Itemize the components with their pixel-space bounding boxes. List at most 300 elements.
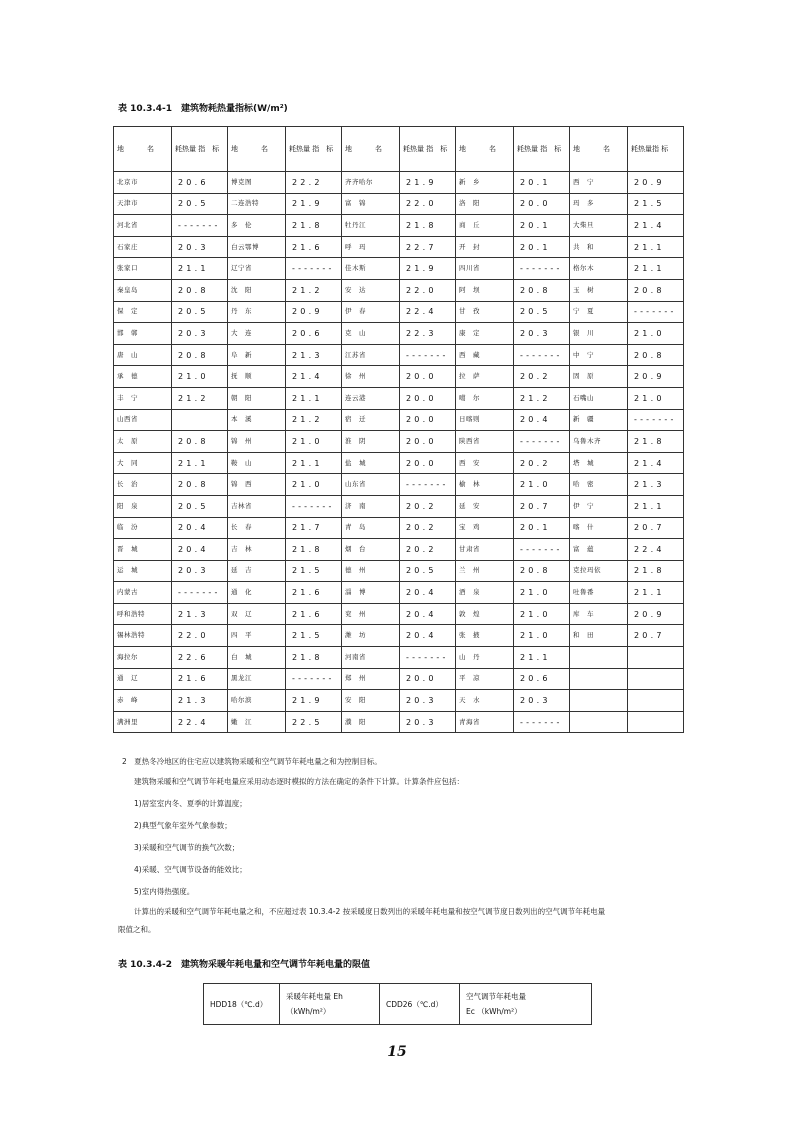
place-name-cell: 承 德	[114, 366, 172, 388]
place-name-cell: 通 辽	[114, 668, 172, 690]
place-name-cell: 黑龙江	[228, 668, 286, 690]
heat-index-cell	[628, 711, 684, 733]
heat-index-table	[113, 126, 684, 733]
heat-index-cell: 20.3	[172, 236, 228, 258]
cooling-energy-unit: Ec （kWh/m²）	[466, 1007, 522, 1016]
table-row	[114, 517, 684, 539]
heat-index-cell: 21.4	[628, 452, 684, 474]
place-name-cell: 淄 博	[342, 582, 400, 604]
place-name-cell: 唐 山	[114, 344, 172, 366]
place-name-cell: 四 平	[228, 625, 286, 647]
place-name-cell: 朝 阳	[228, 387, 286, 409]
place-name-cell: 拉 萨	[456, 366, 514, 388]
heat-index-cell: -------	[514, 431, 570, 453]
heat-index-cell: 20.0	[400, 366, 456, 388]
table-row	[114, 193, 684, 215]
list-item-5: 5)室内得热强度。	[134, 887, 195, 896]
heat-index-cell: 20.5	[400, 560, 456, 582]
heat-index-cell	[628, 647, 684, 669]
place-name-cell: 丹 东	[228, 301, 286, 323]
heat-index-cell: 20.3	[172, 560, 228, 582]
place-name-cell: 河南省	[342, 647, 400, 669]
place-name-cell: 江苏省	[342, 344, 400, 366]
table2-header-row	[204, 984, 592, 1025]
heat-index-cell: 20.4	[400, 582, 456, 604]
place-name-cell: 德 州	[342, 560, 400, 582]
table-row	[114, 495, 684, 517]
table-row	[114, 279, 684, 301]
table-row	[114, 258, 684, 280]
heat-index-cell: 22.4	[628, 539, 684, 561]
heat-index-cell: 20.1	[514, 172, 570, 194]
table-row	[114, 625, 684, 647]
place-name-cell: 牡丹江	[342, 215, 400, 237]
header-place: 地 名	[228, 127, 286, 172]
table-row	[114, 452, 684, 474]
hdd18-header: HDD18（℃.d）	[204, 984, 280, 1025]
paragraph-2: 建筑物采暖和空气调节年耗电量应采用动态逐时模拟的方法在确定的条件下计算。计算条件应包括：	[134, 777, 464, 786]
heat-index-cell: 21.7	[286, 517, 342, 539]
heat-index-cell: 21.2	[172, 387, 228, 409]
place-name-cell: 格尔木	[570, 258, 628, 280]
heat-index-cell: 21.1	[286, 452, 342, 474]
heat-index-cell: 21.4	[286, 366, 342, 388]
heat-index-cell: 20.8	[628, 279, 684, 301]
place-name-cell: 宁 夏	[570, 301, 628, 323]
heat-index-cell: 20.1	[514, 517, 570, 539]
place-name-cell: 中 宁	[570, 344, 628, 366]
heat-index-cell: 20.3	[400, 711, 456, 733]
heat-index-cell: 21.8	[628, 431, 684, 453]
table-row	[114, 711, 684, 733]
heat-index-cell: 22.4	[172, 711, 228, 733]
heat-index-cell: -------	[400, 344, 456, 366]
heat-index-cell: 20.6	[286, 323, 342, 345]
heat-index-cell: 22.2	[286, 172, 342, 194]
place-name-cell: 洛 阳	[456, 193, 514, 215]
place-name-cell: 宝 鸡	[456, 517, 514, 539]
heat-index-cell: 22.6	[172, 647, 228, 669]
place-name-cell: 山西省	[114, 409, 172, 431]
table-body	[114, 172, 684, 733]
place-name-cell: 玛 多	[570, 193, 628, 215]
place-name-cell: 乌鲁木齐	[570, 431, 628, 453]
heat-index-cell: 20.9	[286, 301, 342, 323]
place-name-cell: 康 定	[456, 323, 514, 345]
header-value: 耗热量 指 标	[172, 127, 228, 172]
heat-index-cell: 20.5	[172, 301, 228, 323]
place-name-cell: 富 蕴	[570, 539, 628, 561]
header-value: 耗热量 指 标	[286, 127, 342, 172]
place-name-cell: 盐 城	[342, 452, 400, 474]
place-name-cell: 新 乡	[456, 172, 514, 194]
heat-index-cell: 20.1	[514, 236, 570, 258]
heat-index-cell: 21.8	[400, 215, 456, 237]
place-name-cell: 商 丘	[456, 215, 514, 237]
place-name-cell: 长 治	[114, 474, 172, 496]
heat-index-cell: 21.2	[286, 409, 342, 431]
cdd26-header: CDD26（℃.d）	[380, 984, 460, 1025]
heat-index-cell: 21.5	[286, 560, 342, 582]
list-item-3: 3)采暖和空气调节的换气次数；	[134, 843, 240, 852]
heat-index-cell: 21.8	[628, 560, 684, 582]
heat-index-cell: 22.0	[400, 279, 456, 301]
heat-index-cell: 20.2	[400, 539, 456, 561]
place-name-cell: 西 安	[456, 452, 514, 474]
heat-index-cell: 20.3	[172, 323, 228, 345]
place-name-cell: 榆 林	[456, 474, 514, 496]
place-name-cell: 佳木斯	[342, 258, 400, 280]
place-name-cell: 新 疆	[570, 409, 628, 431]
heat-index-cell: 20.2	[514, 452, 570, 474]
heat-index-cell: 21.0	[628, 323, 684, 345]
place-name-cell: 张家口	[114, 258, 172, 280]
header-place: 地 名	[114, 127, 172, 172]
place-name-cell: 满洲里	[114, 711, 172, 733]
heat-index-cell: 21.9	[400, 172, 456, 194]
heat-index-cell: 21.1	[628, 582, 684, 604]
heat-index-cell: 21.3	[172, 603, 228, 625]
heat-index-cell: 20.3	[514, 690, 570, 712]
place-name-cell: 银 川	[570, 323, 628, 345]
heat-index-cell: -------	[400, 474, 456, 496]
place-name-cell: 阿 坝	[456, 279, 514, 301]
table-row	[114, 582, 684, 604]
place-name-cell: 内蒙古	[114, 582, 172, 604]
place-name-cell: 大 同	[114, 452, 172, 474]
header-place: 地 名	[570, 127, 628, 172]
heating-energy-unit: （kWh/m²）	[286, 1007, 331, 1016]
heat-index-cell: 21.0	[172, 366, 228, 388]
place-name-cell: 辽宁省	[228, 258, 286, 280]
place-name-cell: 西 藏	[456, 344, 514, 366]
table-row	[114, 690, 684, 712]
place-name-cell: 锡林浩特	[114, 625, 172, 647]
table-row	[114, 431, 684, 453]
heat-index-cell: -------	[286, 668, 342, 690]
place-name-cell: 双 辽	[228, 603, 286, 625]
heat-index-cell: -------	[286, 258, 342, 280]
heat-index-cell: 21.6	[286, 236, 342, 258]
place-name-cell: 敦 煌	[456, 603, 514, 625]
paragraph-3-continued: 限值之和。	[118, 925, 156, 934]
heat-index-cell: 20.0	[400, 668, 456, 690]
heat-index-cell: 20.2	[400, 517, 456, 539]
heat-index-cell: 21.0	[628, 387, 684, 409]
place-name-cell: 齐齐哈尔	[342, 172, 400, 194]
place-name-cell: 多 伦	[228, 215, 286, 237]
cooling-energy-label: 空气调节年耗电量	[466, 992, 526, 1001]
heat-index-cell: -------	[628, 301, 684, 323]
place-name-cell: 共 和	[570, 236, 628, 258]
heat-index-cell: 21.0	[514, 625, 570, 647]
heat-index-cell: 20.5	[514, 301, 570, 323]
heat-index-cell: 21.6	[172, 668, 228, 690]
place-name-cell: 海拉尔	[114, 647, 172, 669]
heat-index-cell: 21.8	[286, 647, 342, 669]
place-name-cell: 固 原	[570, 366, 628, 388]
heat-index-cell	[628, 668, 684, 690]
heat-index-cell: 20.8	[172, 344, 228, 366]
place-name-cell: 噶 尔	[456, 387, 514, 409]
table-row	[114, 560, 684, 582]
place-name-cell: 安 达	[342, 279, 400, 301]
place-name-cell: 吐鲁番	[570, 582, 628, 604]
heat-index-cell: -------	[514, 539, 570, 561]
heat-index-cell: 21.6	[286, 582, 342, 604]
place-name-cell: 兖 州	[342, 603, 400, 625]
heat-index-cell: 20.0	[400, 387, 456, 409]
heat-index-cell: 20.6	[514, 668, 570, 690]
place-name-cell	[570, 711, 628, 733]
heat-index-cell: 21.6	[286, 603, 342, 625]
page-number: 15	[387, 1044, 407, 1060]
place-name-cell: 大 连	[228, 323, 286, 345]
place-name-cell: 郑 州	[342, 668, 400, 690]
heat-index-cell: 22.0	[400, 193, 456, 215]
heat-index-cell: -------	[514, 711, 570, 733]
place-name-cell: 克 山	[342, 323, 400, 345]
table-row	[114, 668, 684, 690]
table-row	[114, 236, 684, 258]
place-name-cell: 天 水	[456, 690, 514, 712]
table-header-row	[114, 127, 684, 172]
heat-index-cell: -------	[514, 258, 570, 280]
place-name-cell: 邯 郸	[114, 323, 172, 345]
place-name-cell: 阳 泉	[114, 495, 172, 517]
heat-index-cell: 21.0	[286, 431, 342, 453]
header-value: 耗热量 指 标	[514, 127, 570, 172]
place-name-cell: 锦 州	[228, 431, 286, 453]
place-name-cell: 呼和浩特	[114, 603, 172, 625]
place-name-cell: 安 阳	[342, 690, 400, 712]
place-name-cell: 和 田	[570, 625, 628, 647]
heat-index-cell: 21.1	[514, 647, 570, 669]
place-name-cell: 山东省	[342, 474, 400, 496]
heat-index-cell: -------	[400, 647, 456, 669]
heat-index-cell: 21.5	[628, 193, 684, 215]
place-name-cell: 烟 台	[342, 539, 400, 561]
table-row	[114, 172, 684, 194]
heat-index-cell: 20.3	[514, 323, 570, 345]
place-name-cell: 克拉玛依	[570, 560, 628, 582]
heat-index-cell: 20.8	[628, 344, 684, 366]
table-row	[114, 301, 684, 323]
place-name-cell: 秦皇岛	[114, 279, 172, 301]
place-name-cell: 抚 顺	[228, 366, 286, 388]
place-name-cell: 赤 峰	[114, 690, 172, 712]
heat-index-cell: 21.1	[286, 387, 342, 409]
heat-index-cell: 20.4	[400, 625, 456, 647]
heat-index-cell	[172, 409, 228, 431]
table-row	[114, 409, 684, 431]
header-value: 耗热量指 标	[628, 127, 684, 172]
heat-index-cell: 21.3	[286, 344, 342, 366]
place-name-cell: 晋 城	[114, 539, 172, 561]
heat-index-cell: 21.9	[286, 690, 342, 712]
place-name-cell: 延 吉	[228, 560, 286, 582]
place-name-cell: 平 凉	[456, 668, 514, 690]
heat-index-cell: 20.2	[514, 366, 570, 388]
heat-index-cell: 20.9	[628, 366, 684, 388]
place-name-cell	[570, 690, 628, 712]
heat-index-cell: 21.0	[514, 603, 570, 625]
table-row	[114, 539, 684, 561]
heat-index-cell: 20.9	[628, 172, 684, 194]
heat-index-cell: 22.0	[172, 625, 228, 647]
header-place: 地 名	[456, 127, 514, 172]
place-name-cell: 西 宁	[570, 172, 628, 194]
list-item-2: 2)典型气象年室外气象参数；	[134, 821, 232, 830]
place-name-cell: 伊 春	[342, 301, 400, 323]
place-name-cell: 开 封	[456, 236, 514, 258]
heat-index-cell: 22.7	[400, 236, 456, 258]
heat-index-cell: 21.1	[172, 258, 228, 280]
heat-index-cell: 21.8	[286, 539, 342, 561]
place-name-cell	[570, 647, 628, 669]
heat-index-cell: 20.0	[400, 452, 456, 474]
heat-index-cell: 20.4	[400, 603, 456, 625]
place-name-cell: 临 汾	[114, 517, 172, 539]
place-name-cell: 玉 树	[570, 279, 628, 301]
list-item-1: 1)居室室内冬、夏季的计算温度；	[134, 799, 247, 808]
place-name-cell	[570, 668, 628, 690]
place-name-cell: 博克图	[228, 172, 286, 194]
heat-index-cell: 20.7	[514, 495, 570, 517]
place-name-cell: 塔 城	[570, 452, 628, 474]
heat-index-cell: 20.8	[514, 560, 570, 582]
paragraph-3: 计算出的采暖和空气调节年耗电量之和，不应超过表 10.3.4-2 按采暖度日数列出的采暖年耗电量和按空气调节度日数列出的空气调节年耗电量	[134, 907, 606, 916]
place-name-cell: 兰 州	[456, 560, 514, 582]
table-row	[114, 387, 684, 409]
heat-index-cell: 21.3	[628, 474, 684, 496]
table-row	[114, 603, 684, 625]
place-name-cell: 连云港	[342, 387, 400, 409]
heat-index-cell: 21.1	[628, 258, 684, 280]
heat-index-cell: 20.1	[514, 215, 570, 237]
place-name-cell: 天津市	[114, 193, 172, 215]
place-name-cell: 二连浩特	[228, 193, 286, 215]
place-name-cell: 四川省	[456, 258, 514, 280]
place-name-cell: 日喀则	[456, 409, 514, 431]
heat-index-cell: 22.5	[286, 711, 342, 733]
place-name-cell: 本 溪	[228, 409, 286, 431]
place-name-cell: 沈 阳	[228, 279, 286, 301]
heat-index-cell: 20.0	[400, 431, 456, 453]
heat-index-cell: 20.6	[172, 172, 228, 194]
place-name-cell: 濮 阳	[342, 711, 400, 733]
heat-index-cell: 21.0	[286, 474, 342, 496]
place-name-cell: 哈尔滨	[228, 690, 286, 712]
place-name-cell: 宿 迁	[342, 409, 400, 431]
place-name-cell: 嫩 江	[228, 711, 286, 733]
heat-index-cell: 22.3	[400, 323, 456, 345]
place-name-cell: 张 掖	[456, 625, 514, 647]
heat-index-cell: -------	[172, 582, 228, 604]
place-name-cell: 青 岛	[342, 517, 400, 539]
cooling-energy-header	[460, 984, 592, 1025]
heat-index-cell: -------	[514, 344, 570, 366]
heat-index-cell: 20.3	[400, 690, 456, 712]
paragraph-1: 2 夏热冬冷地区的住宅应以建筑物采暖和空气调节年耗电量之和为控制目标。	[122, 757, 382, 766]
table-row	[114, 366, 684, 388]
place-name-cell: 丰 宁	[114, 387, 172, 409]
place-name-cell: 运 城	[114, 560, 172, 582]
heat-index-cell: 21.1	[172, 452, 228, 474]
heat-index-cell: 21.3	[172, 690, 228, 712]
place-name-cell: 阜 新	[228, 344, 286, 366]
place-name-cell: 白 城	[228, 647, 286, 669]
heat-index-cell	[628, 690, 684, 712]
place-name-cell: 通 化	[228, 582, 286, 604]
place-name-cell: 淮 阴	[342, 431, 400, 453]
place-name-cell: 河北省	[114, 215, 172, 237]
header-place: 地 名	[342, 127, 400, 172]
heat-index-cell: 20.0	[400, 409, 456, 431]
heat-index-cell: -------	[286, 495, 342, 517]
place-name-cell: 白云鄂博	[228, 236, 286, 258]
heat-index-cell: 22.4	[400, 301, 456, 323]
place-name-cell: 伊 宁	[570, 495, 628, 517]
place-name-cell: 吉 林	[228, 539, 286, 561]
energy-limit-table	[203, 983, 592, 1025]
place-name-cell: 青海省	[456, 711, 514, 733]
heat-index-cell: 21.0	[514, 474, 570, 496]
heat-index-cell: 20.7	[628, 625, 684, 647]
place-name-cell: 甘肃省	[456, 539, 514, 561]
heat-index-cell: 20.8	[514, 279, 570, 301]
heat-index-cell: 21.4	[628, 215, 684, 237]
place-name-cell: 北京市	[114, 172, 172, 194]
place-name-cell: 保 定	[114, 301, 172, 323]
heat-index-cell: 21.1	[628, 495, 684, 517]
place-name-cell: 呼 玛	[342, 236, 400, 258]
place-name-cell: 鞍 山	[228, 452, 286, 474]
place-name-cell: 潍 坊	[342, 625, 400, 647]
table2-caption: 表 10.3.4-2 建筑物采暖年耗电量和空气调节年耗电量的限值	[118, 960, 371, 970]
place-name-cell: 长 春	[228, 517, 286, 539]
place-name-cell: 延 安	[456, 495, 514, 517]
header-value: 耗热量 指 标	[400, 127, 456, 172]
heat-index-cell: 21.1	[628, 236, 684, 258]
table1-caption: 表 10.3.4-1 建筑物耗热量指标(W/m²)	[118, 104, 288, 114]
heat-index-cell: 20.0	[514, 193, 570, 215]
heat-index-cell: 20.4	[514, 409, 570, 431]
place-name-cell: 大柴旦	[570, 215, 628, 237]
heat-index-cell: 20.9	[628, 603, 684, 625]
table-row	[114, 647, 684, 669]
heat-index-cell: 20.2	[400, 495, 456, 517]
place-name-cell: 喀 什	[570, 517, 628, 539]
place-name-cell: 陕西省	[456, 431, 514, 453]
heat-index-cell: 21.0	[514, 582, 570, 604]
heating-energy-header	[280, 984, 380, 1025]
place-name-cell: 徐 州	[342, 366, 400, 388]
heat-index-cell: 20.5	[172, 193, 228, 215]
place-name-cell: 石嘴山	[570, 387, 628, 409]
heat-index-cell: 20.8	[172, 474, 228, 496]
place-name-cell: 甘 孜	[456, 301, 514, 323]
table-row	[114, 323, 684, 345]
heat-index-cell: 20.8	[172, 279, 228, 301]
heat-index-cell: 20.4	[172, 517, 228, 539]
place-name-cell: 库 车	[570, 603, 628, 625]
place-name-cell: 济 南	[342, 495, 400, 517]
heat-index-cell: 20.4	[172, 539, 228, 561]
heating-energy-label: 采暖年耗电量 Eh	[286, 992, 343, 1001]
heat-index-cell: 21.5	[286, 625, 342, 647]
place-name-cell: 酒 泉	[456, 582, 514, 604]
